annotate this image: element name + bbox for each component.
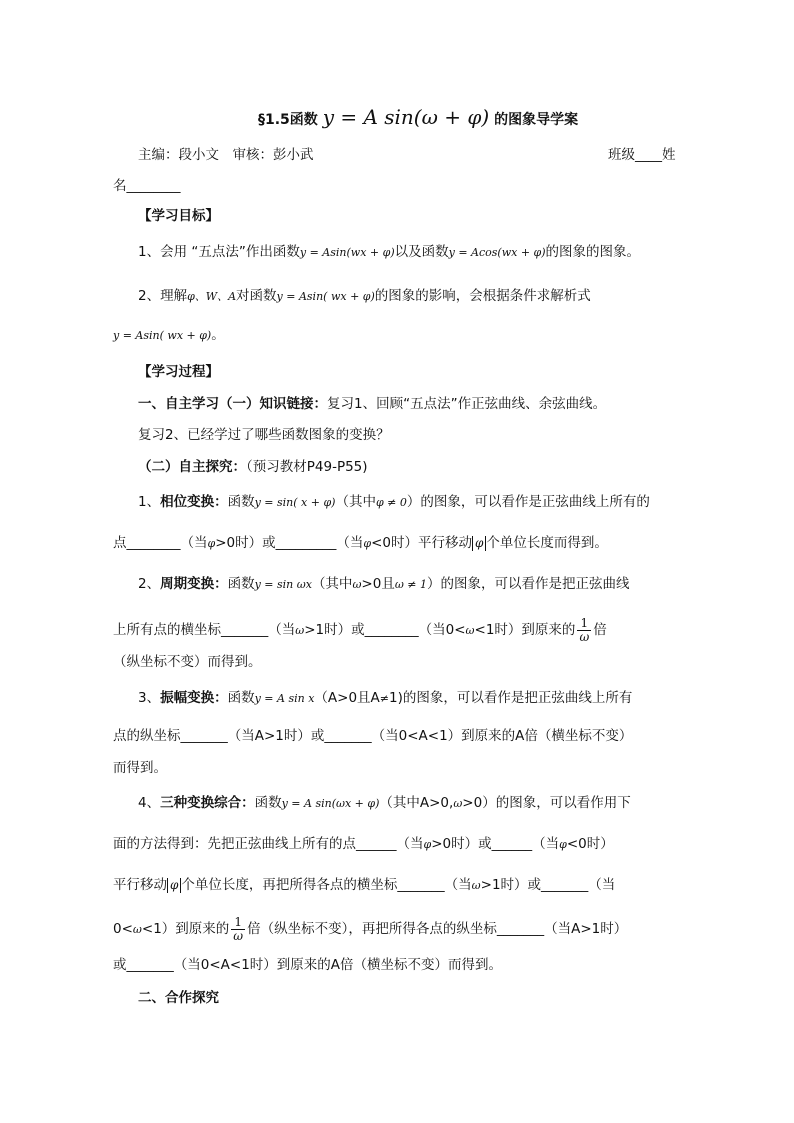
item-4-formula-4: φ — [559, 838, 567, 851]
class-text: 班级____姓 — [608, 147, 676, 163]
item-2-number: 2、 — [138, 576, 161, 592]
goal-item-1 — [138, 242, 640, 263]
item-2-fraction — [577, 617, 591, 644]
item-4-number: 4、 — [138, 795, 161, 811]
section-1-text: 复习1、回顾“五点法”作正弦曲线、余弦曲线。 — [327, 396, 607, 412]
process-heading-text: 【学习过程】 — [138, 364, 219, 380]
item-1-line2 — [113, 533, 608, 554]
process-heading — [138, 362, 219, 382]
item-2-line2 — [113, 614, 607, 647]
item-1-formula-3: φ — [207, 537, 216, 550]
item-1-text-c: （其中 — [335, 494, 376, 510]
item-1-text-e: 点________（当 — [113, 535, 208, 551]
goal2-text-a: 2、理解 — [138, 288, 188, 304]
goal2-formula-1: φ、W、A — [187, 290, 237, 303]
name-line — [113, 176, 181, 196]
goals-heading-text: 【学习目标】 — [138, 208, 219, 224]
goal1-text-c: 的图象的图象。 — [545, 244, 641, 260]
section-2 — [138, 457, 368, 477]
item-1-text-h: 个单位长度而得到。 — [486, 535, 608, 551]
item-4-text-i: 个单位长度，再把所得各点的横坐标_______（当 — [181, 877, 472, 893]
item-3-formula-2: ≠ — [379, 692, 389, 705]
item-2-text-j: 倍 — [593, 622, 607, 638]
item-2-heading: 周期变换： — [160, 576, 228, 592]
editor-line — [138, 145, 314, 165]
item-4-formula-2: ω — [453, 797, 463, 810]
item-2-line3 — [113, 652, 262, 672]
item-4-text-c: （其中A>0, — [379, 795, 454, 811]
item-1-line1 — [138, 492, 650, 513]
item-4-line5 — [113, 955, 502, 975]
item-3-text-e: 点的纵坐标_______（当A>1时）或_______（当0<A<1）到原来的A倍（横坐标不变） — [113, 728, 633, 744]
item-1-formula-1: y = sin( x + φ) — [254, 496, 336, 509]
item-2-text-e: ）的图象，可以看作是把正弦曲线 — [427, 576, 630, 592]
item-2-formula-4: ω — [295, 624, 305, 637]
item-3-line1 — [138, 688, 632, 709]
item-4-formula-6: ω — [132, 923, 142, 936]
item-4-text-h: 平行移动 — [113, 877, 167, 893]
item-4-abs-phi: φ — [167, 878, 181, 893]
goal1-text-b: 以及函数 — [394, 244, 449, 260]
item-3-line3 — [113, 758, 167, 778]
item-4-fraction — [231, 916, 245, 943]
goal2-text-c: 的图象的影响，会根据条件求解析式 — [374, 288, 591, 304]
item-4-frac-den: ω — [233, 928, 244, 943]
item-2-text-g: 上所有点的横坐标_______（当 — [113, 622, 296, 638]
section-3-heading — [138, 988, 219, 1008]
section-2-heading: （二）自主探究： — [138, 459, 246, 475]
section-1-line2-text: 复习2、已经学过了哪些函数图象的变换？ — [138, 427, 390, 443]
item-1-number: 1、 — [138, 494, 161, 510]
item-1-text-d: ）的图象，可以看作是正弦曲线上所有的 — [406, 494, 650, 510]
section-1 — [138, 394, 606, 414]
item-1-text-g: <0时）平行移动 — [371, 535, 472, 551]
item-2-text-c: （其中 — [311, 576, 353, 592]
item-3-text-f: 而得到。 — [113, 760, 167, 776]
item-3-text-b: 函数 — [227, 690, 255, 706]
item-3-heading: 振幅变换： — [160, 690, 228, 706]
item-4-text-g: <0时） — [566, 836, 614, 852]
item-4-text-m: 倍（纵坐标不变），再把所得各点的纵坐标_______（当A>1时） — [247, 921, 628, 937]
item-4-text-e: 面的方法得到：先把正弦曲线上所有的点______（当 — [113, 836, 424, 852]
item-1-heading: 相位变换： — [160, 494, 228, 510]
item-4-text-n: 或_______（当0<A<1时）到原来的A倍（横坐标不变）而得到。 — [113, 957, 503, 973]
title-prefix: §1.5函数 — [258, 112, 318, 128]
item-2-line1 — [138, 574, 630, 595]
item-2-text-i: <1时）到原来的 — [474, 622, 576, 638]
class-line — [608, 145, 676, 165]
goal1-formula-1: y = Asin(wx + φ) — [299, 246, 395, 259]
item-2-formula-3: ω ≠ 1 — [394, 578, 428, 591]
goal2-formula-3: y = Asin( wx + φ) — [113, 329, 212, 342]
item-1-formula-2: φ ≠ 0 — [375, 496, 407, 509]
editor-text: 主编：段小文 审核：彭小武 — [138, 147, 314, 163]
item-4-formula-3: φ — [423, 838, 432, 851]
item-4-text-l: <1）到原来的 — [141, 921, 230, 937]
item-4-text-d: >0）的图象，可以看作用下 — [462, 795, 631, 811]
item-1-abs-phi: φ — [472, 536, 486, 551]
name-text: 名________ — [113, 178, 181, 194]
item-2-frac-num: 1 — [577, 617, 591, 631]
goal-item-2 — [138, 286, 591, 307]
goals-heading — [138, 206, 219, 226]
item-2-text-d: >0且 — [361, 576, 395, 592]
item-4-formula-5: ω — [471, 879, 481, 892]
goal1-text-a: 1、会用 “五点法”作出函数 — [138, 244, 300, 260]
item-4-text-j: >1时）或_______（当 — [480, 877, 616, 893]
item-4-line4 — [113, 913, 627, 946]
goal-item-2-cont — [113, 325, 225, 346]
item-4-text-k: 0< — [113, 921, 133, 937]
title-formula: y = A sin(ω + φ) — [322, 105, 490, 129]
goal1-formula-2: y = Acos(wx + φ) — [448, 246, 546, 259]
item-3-number: 3、 — [138, 690, 161, 706]
goal2-formula-2: y = Asin( wx + φ) — [276, 290, 375, 303]
title-suffix: 的图象导学案 — [494, 112, 579, 128]
item-4-line2 — [113, 834, 614, 855]
item-4-formula-1: y = A sin(ωx + φ) — [281, 797, 380, 810]
item-4-line1 — [138, 793, 631, 814]
goal2-text-d: 。 — [211, 327, 225, 343]
item-2-formula-1: y = sin ωx — [254, 578, 312, 591]
page-title — [258, 104, 578, 133]
item-4-line3 — [113, 875, 615, 896]
item-3-line2 — [113, 726, 632, 746]
item-4-heading: 三种变换综合： — [160, 795, 255, 811]
item-2-text-h: >1时）或________（当0< — [304, 622, 466, 638]
section-3-heading-text: 二、合作探究 — [138, 990, 219, 1006]
item-2-formula-5: ω — [465, 624, 475, 637]
item-4-text-b: 函数 — [254, 795, 282, 811]
item-3-text-c: （A>0且A — [314, 690, 380, 706]
item-3-formula-1: y = A sin x — [254, 692, 315, 705]
item-2-formula-2: ω — [352, 578, 362, 591]
item-2-text-b: 函数 — [227, 576, 255, 592]
item-3-text-d: 1)的图象，可以看作是把正弦曲线上所有 — [389, 690, 633, 706]
item-1-text-f: >0时）或_________（当 — [215, 535, 364, 551]
section-1-line2 — [138, 425, 390, 445]
item-4-text-f: >0时）或______（当 — [431, 836, 560, 852]
item-2-frac-den: ω — [579, 629, 590, 644]
goal2-text-b: 对函数 — [236, 288, 277, 304]
item-1-text-b: 函数 — [227, 494, 255, 510]
section-2-text: （预习教材P49-P55) — [246, 459, 368, 475]
item-2-text-k: （纵坐标不变）而得到。 — [113, 654, 262, 670]
section-1-heading: 一、自主学习（一）知识链接： — [138, 396, 327, 412]
item-4-frac-num: 1 — [231, 916, 245, 930]
item-1-formula-4: φ — [363, 537, 372, 550]
